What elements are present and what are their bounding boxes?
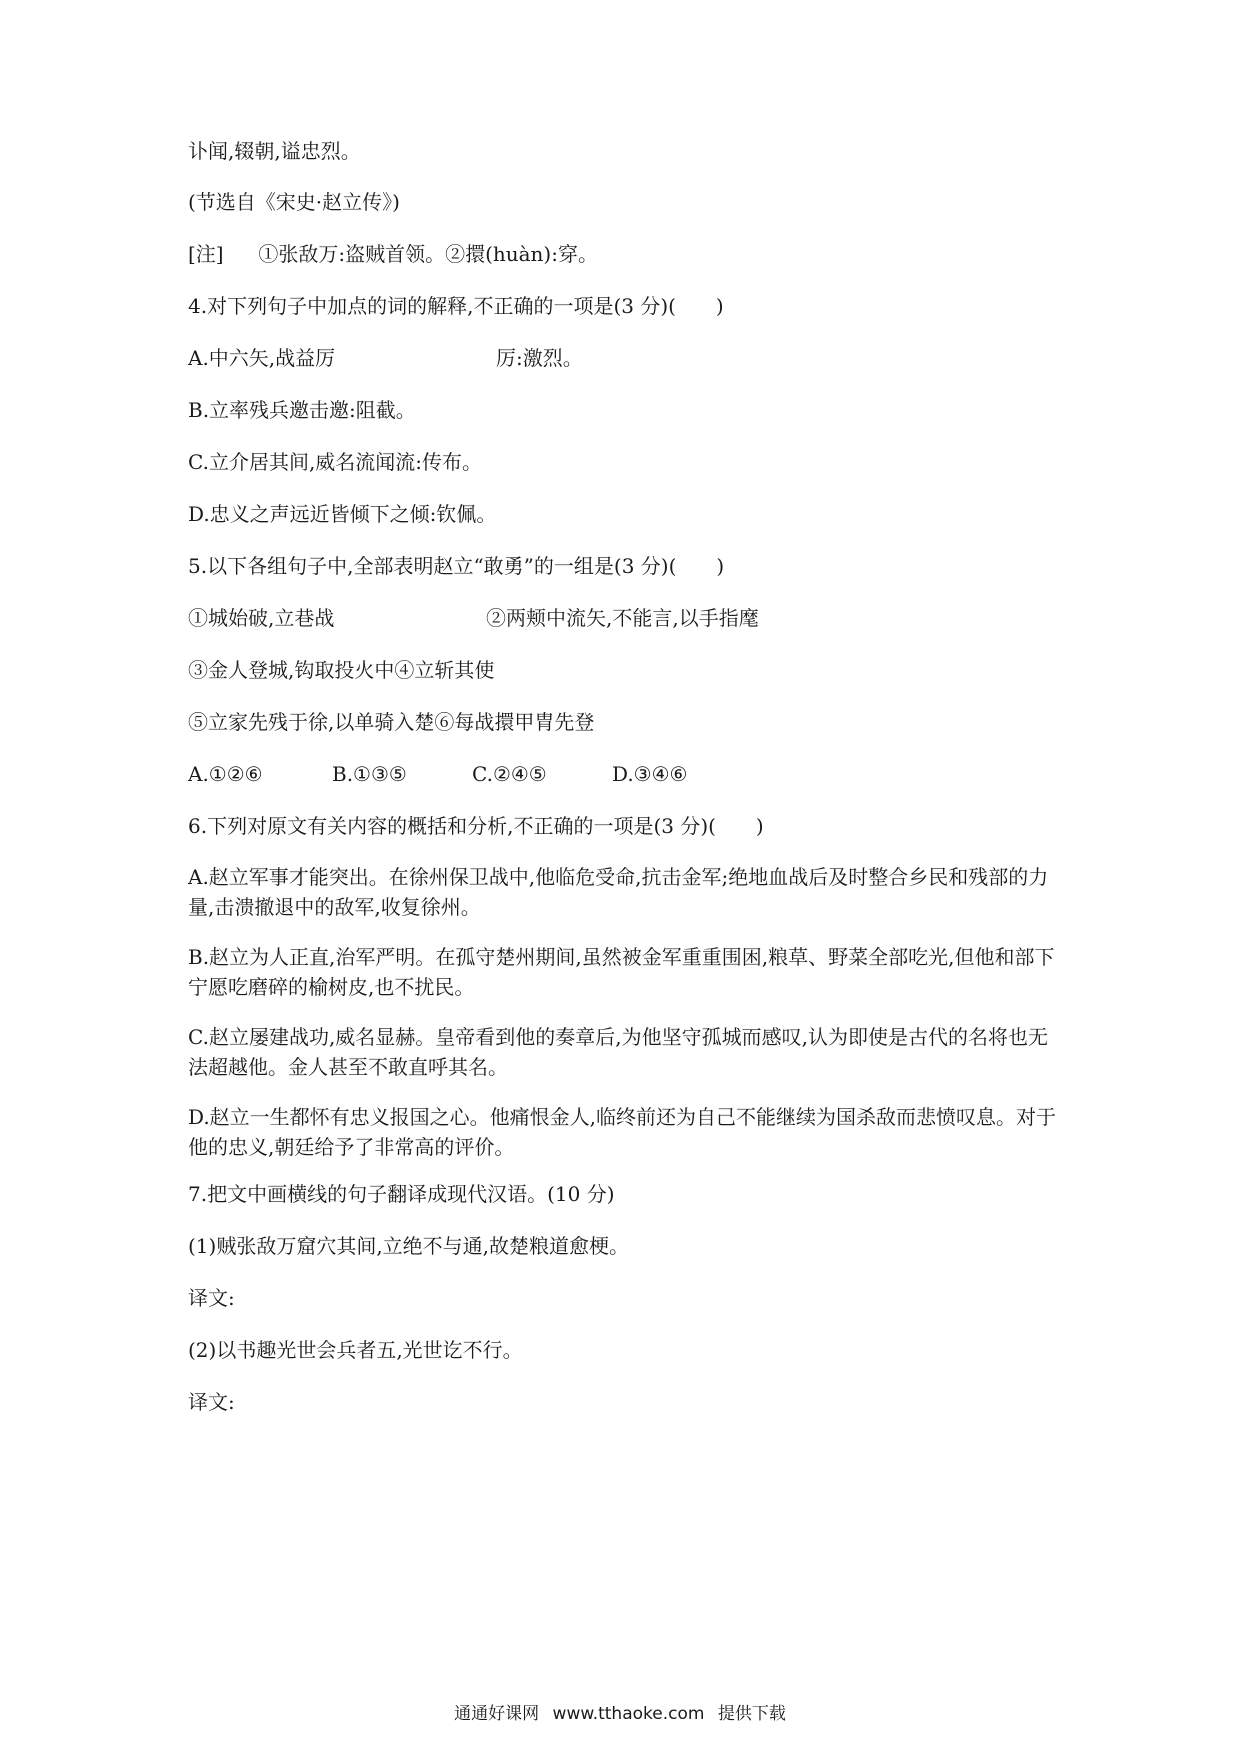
q5-option-c: C.②④⑤ <box>472 762 547 786</box>
question-6: 6.下列对原文有关内容的概括和分析,不正确的一项是(3 分)( ) <box>188 814 764 838</box>
footer-site-name: 通通好课网 <box>454 1704 540 1724</box>
question-5-items-5-6: ⑤立家先残于徐,以单骑入楚⑥每战擐甲胄先登 <box>188 710 595 734</box>
question-5-items-1-2 <box>188 604 759 632</box>
question-6-option-d: D.赵立一生都怀有忠义报国之心。他痛恨金人,临终前还为自己不能继续为国杀敌而悲愤叹息。对于他的忠义,朝廷给予了非常高的评价。 <box>188 1105 1057 1159</box>
question-5-items-3-4: ③金人登城,钩取投火中④立斩其使 <box>188 658 495 682</box>
item-2: ②两颊中流矢,不能言,以手指麾 <box>486 606 759 630</box>
page-footer <box>0 1702 1240 1726</box>
question-6-option-c: C.赵立屡建战功,威名显赫。皇帝看到他的奏章后,为他坚守孤城而感叹,认为即使是古代的名将也无法超越他。金人甚至不敢直呼其名。 <box>188 1025 1049 1079</box>
footer-note: 提供下载 <box>717 1704 786 1724</box>
question-4: 4.对下列句子中加点的词的解释,不正确的一项是(3 分)( ) <box>188 294 724 318</box>
question-7-sentence-2: (2)以书趣光世会兵者五,光世讫不行。 <box>188 1338 523 1362</box>
question-7-answer-2-label: 译文: <box>188 1390 235 1414</box>
question-7: 7.把文中画横线的句子翻译成现代汉语。(10 分) <box>188 1182 615 1206</box>
q5-option-d: D.③④⑥ <box>612 762 688 786</box>
text-line-intro: 讣闻,辍朝,谥忠烈。 <box>188 139 361 163</box>
source-citation: (节选自《宋史·赵立传》) <box>188 190 400 214</box>
question-6-option-a: A.赵立军事才能突出。在徐州保卫战中,他临危受命,抗击金军;绝地血战后及时整合乡民和残部的力量,击溃撤退中的敌军,收复徐州。 <box>188 865 1049 919</box>
note-label: [注] <box>188 242 224 266</box>
question-4-option-d: D.忠义之声远近皆倾下之倾:钦佩。 <box>188 502 497 526</box>
question-5-options <box>188 760 687 788</box>
option-a-sentence: A.中六矢,战益厉 <box>188 346 336 370</box>
item-1: ①城始破,立巷战 <box>188 606 335 630</box>
question-5: 5.以下各组句子中,全部表明赵立“敢勇”的一组是(3 分)( ) <box>188 554 725 578</box>
note-line <box>188 240 598 268</box>
footer-url-link[interactable]: www.tthaoke.com <box>552 1704 705 1724</box>
question-4-option-c: C.立介居其间,威名流闻流:传布。 <box>188 450 483 474</box>
question-4-option-b: B.立率残兵邀击邀:阻截。 <box>188 398 416 422</box>
note-text: ①张敌万:盗贼首领。②擐(huàn):穿。 <box>258 242 598 266</box>
question-4-option-a <box>188 344 583 372</box>
q5-option-a: A.①②⑥ <box>188 762 263 786</box>
question-7-answer-1-label: 译文: <box>188 1286 235 1310</box>
question-7-sentence-1: (1)贼张敌万窟穴其间,立绝不与通,故楚粮道愈梗。 <box>188 1234 630 1258</box>
option-a-gloss: 厉:激烈。 <box>496 346 583 370</box>
q5-option-b: B.①③⑤ <box>332 762 407 786</box>
question-6-option-b: B.赵立为人正直,治军严明。在孤守楚州期间,虽然被金军重重围困,粮草、野菜全部吃光,但他和部下宁愿吃磨碎的榆树皮,也不扰民。 <box>188 945 1055 999</box>
